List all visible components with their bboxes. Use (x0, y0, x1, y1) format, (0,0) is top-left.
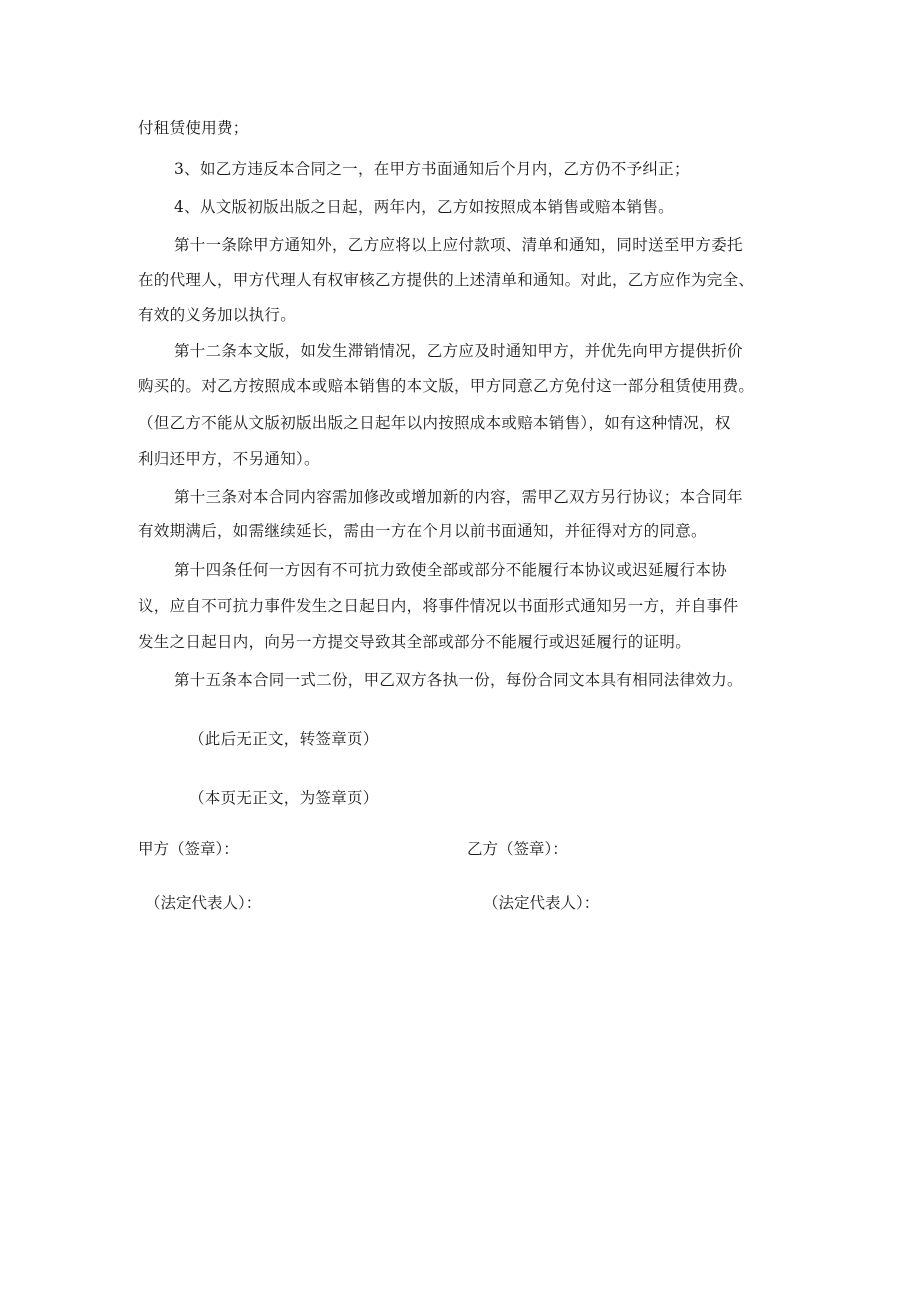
note-signature-page: （本页无正文，为签章页） (189, 789, 379, 807)
text-line: 购买的。对乙方按照成本或赔本销售的本文版，甲方同意乙方免付这一部分租赁使用费。 (138, 377, 755, 395)
text-line: 4、从文版初版出版之日起，两年内，乙方如按照成本销售或赔本销售。 (174, 198, 674, 216)
text-line: 第十二条本文版，如发生滞销情况，乙方应及时通知甲方，并优先向甲方提供折价 (174, 342, 743, 360)
text-line: 发生之日起日内，向另一方提交导致其全部或部分不能履行或迟延履行的证明。 (138, 633, 692, 651)
text-line: 有效期满后，如需继续延长，需由一方在个月以前书面通知，并征得对方的同意。 (138, 522, 707, 540)
text-line: 有效的义务加以执行。 (138, 306, 297, 324)
text-line: 第十五条本合同一式二份，甲乙双方各执一份，每份合同文本具有相同法律效力。 (174, 671, 743, 689)
party-b-signature-label: 乙方（签章）： (467, 840, 568, 858)
text-line: 第十三条对本合同内容需加修改或增加新的内容，需甲乙双方另行协议；本合同年 (174, 488, 743, 506)
text-line: 在的代理人，甲方代理人有权审核乙方提供的上述清单和通知。对此，乙方应作为完全、 (138, 271, 755, 289)
text-line: 付租赁使用费； (138, 119, 249, 137)
note-after-text: （此后无正文，转签章页） (189, 730, 379, 748)
party-a-signature-label: 甲方（签章）： (138, 840, 239, 858)
text-line: 3、如乙方违反本合同之一，在甲方书面通知后个月内，乙方仍不予纠正； (174, 160, 690, 178)
text-line: 议，应自不可抗力事件发生之日起日内，将事件情况以书面形式通知另一方，并自事件 (138, 597, 739, 615)
party-a-legal-rep-label: （法定代表人）： (145, 894, 262, 912)
text-line: （但乙方不能从文版初版出版之日起年以内按照成本或赔本销售），如有这种情况，权 (138, 414, 731, 432)
text-line: 第十一条除甲方通知外，乙方应将以上应付款项、清单和通知，同时送至甲方委托 (174, 236, 743, 254)
text-line: 第十四条任何一方因有不可抗力致使全部或部分不能履行本协议或迟延履行本协 (174, 561, 728, 579)
text-line: 利归还甲方，不另通知）。 (138, 450, 320, 468)
party-b-legal-rep-label: （法定代表人）： (483, 894, 600, 912)
